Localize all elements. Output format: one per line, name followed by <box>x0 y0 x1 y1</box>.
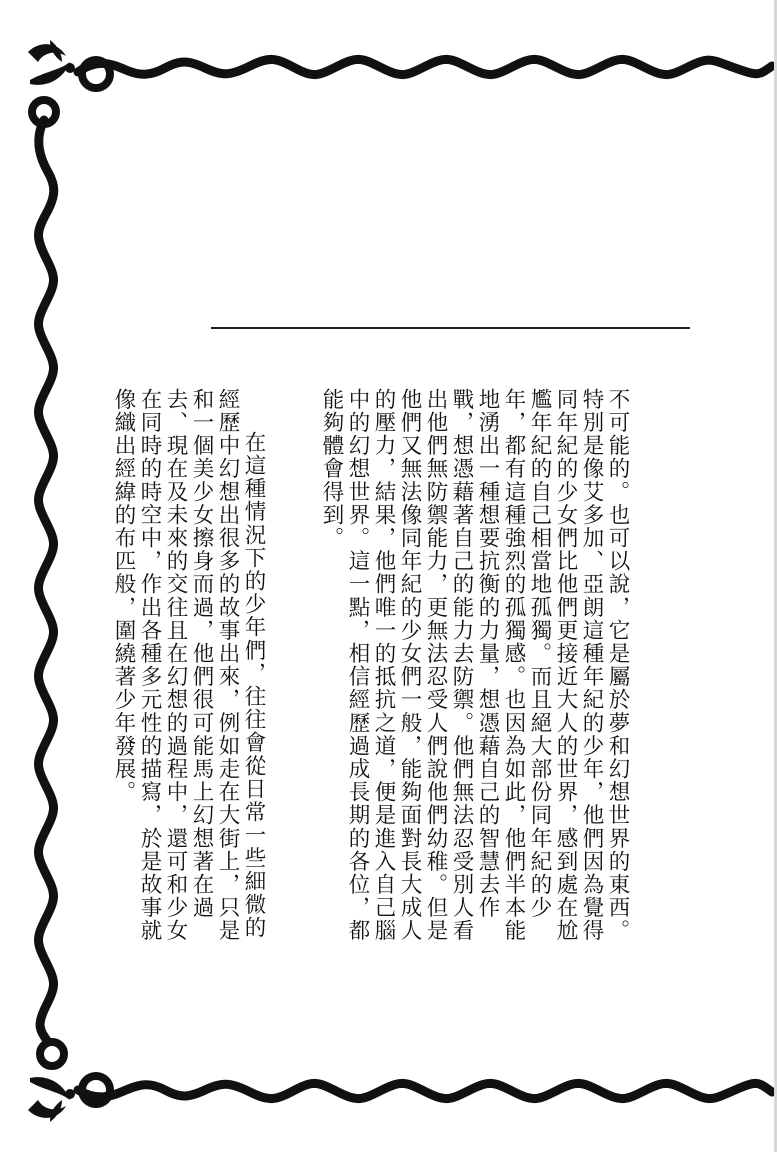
corner-ornament-bottom-left <box>28 1042 110 1122</box>
body-text <box>58 388 682 948</box>
horizontal-rule <box>211 327 690 329</box>
paragraph-2: 在這種情況下的少年們，往往會從日常一些細微的經歷中幻想出很多的故事出來，例如走在大街上，只是和一個美少女擦身而過，他們很可能馬上幻想著在過去、現在及未來的交往且在幻想的過程中，還可和少女在同時的時空中，作出各種多元性的描寫，於是故事就像織出經緯的布匹般，圍繞著少年發展。 <box>111 388 266 943</box>
corner-ornament-top-left <box>28 40 110 124</box>
paragraph-1: 不可能的。也可以說，它是屬於夢和幻想世界的東西。特別是像艾多加、亞朗這種年紀的少年，他們因為覺得同年紀的少女們比他們更接近大人的世界，感到處在尬尷年紀的自己相當地孤獨。而且絕大部份同年紀的少年，都有這種強烈的孤獨感。也因為如此，他們半本能地湧出一種想要抗衡的力量，想憑藉自己的智慧去作戰，想憑藉著自己的能力去防禦。他們無法忍受別人看出他們無防禦能力，更無法忍受人們說他們幼稚。但是他們又無法像同年紀的少女們一般，能夠面對長大成人的壓力，結果，他們唯一的抵抗之道，便是進入自己腦中的幻想世界。這一點，相信經歷過成長期的各位，都能夠體會得到。 <box>319 388 630 943</box>
